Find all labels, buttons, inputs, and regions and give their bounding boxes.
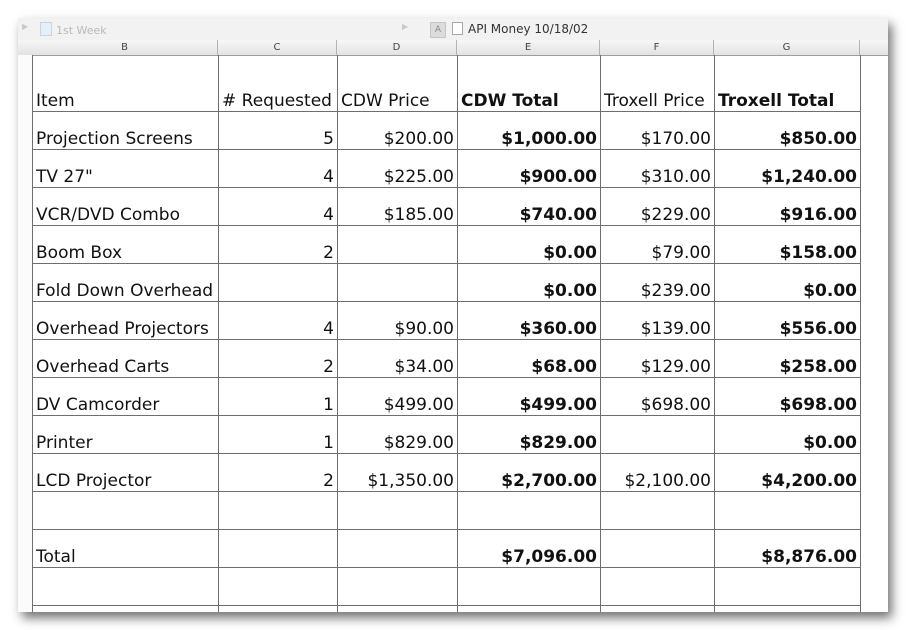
table-row (33, 112, 861, 150)
cell-troxell-price[interactable]: $129.00 (601, 340, 715, 378)
cell-troxell-price[interactable]: $139.00 (601, 302, 715, 340)
cell-item[interactable]: Projection Screens (33, 112, 219, 150)
cell-item[interactable]: LCD Projector (33, 454, 219, 492)
cell-cdw-total[interactable]: $1,000.00 (458, 112, 601, 150)
empty-cell[interactable] (219, 492, 338, 530)
empty-cell[interactable] (715, 568, 861, 606)
empty-cell[interactable] (601, 492, 715, 530)
cell-troxell-total[interactable]: $698.00 (715, 378, 861, 416)
cell-troxell-price[interactable] (601, 416, 715, 454)
cell-cdw-price[interactable]: $1,350.00 (338, 454, 458, 492)
table-row (33, 150, 861, 188)
table-row (33, 188, 861, 226)
cell-troxell-price[interactable]: $310.00 (601, 150, 715, 188)
column-header-e[interactable]: E (457, 40, 600, 55)
header-cell-item[interactable]: Item (33, 55, 219, 112)
cell-item[interactable]: Overhead Projectors (33, 302, 219, 340)
cell-requested[interactable]: 1 (219, 416, 338, 454)
cell-cdw-total[interactable]: $0.00 (458, 264, 601, 302)
cell-cdw-total[interactable]: $2,700.00 (458, 454, 601, 492)
table-row (33, 302, 861, 340)
empty-cell[interactable] (458, 568, 601, 606)
header-cell-cdw-total[interactable]: CDW Total (458, 55, 601, 112)
title-bar (18, 18, 888, 40)
empty-cell[interactable] (458, 606, 601, 613)
empty-row (33, 492, 861, 530)
cell-cdw-total[interactable]: $499.00 (458, 378, 601, 416)
cell-requested[interactable]: 2 (219, 454, 338, 492)
data-grid (32, 55, 861, 612)
cell-cdw-price[interactable]: $185.00 (338, 188, 458, 226)
cell-cdw-price[interactable]: $829.00 (338, 416, 458, 454)
empty-cell[interactable] (33, 606, 219, 613)
cell-troxell-total[interactable]: $0.00 (715, 264, 861, 302)
empty-cell[interactable] (33, 492, 219, 530)
empty-cell[interactable] (338, 568, 458, 606)
cell-cdw-price[interactable]: $34.00 (338, 340, 458, 378)
window-title: API Money 10/18/02 (452, 21, 588, 37)
cell-cdw-total[interactable]: $68.00 (458, 340, 601, 378)
cell-item[interactable]: DV Camcorder (33, 378, 219, 416)
empty-cell[interactable] (338, 606, 458, 613)
total-troxell-cell[interactable]: $8,876.00 (715, 530, 861, 568)
cell-troxell-total[interactable]: $1,240.00 (715, 150, 861, 188)
row-header-strip (18, 55, 33, 612)
cell-requested[interactable]: 1 (219, 378, 338, 416)
document-icon (40, 22, 52, 36)
cell-requested[interactable]: 4 (219, 150, 338, 188)
empty-cell[interactable] (601, 530, 715, 568)
cell-cdw-price[interactable] (338, 264, 458, 302)
cell-cdw-total[interactable]: $900.00 (458, 150, 601, 188)
cell-cdw-total[interactable]: $829.00 (458, 416, 601, 454)
cell-requested[interactable] (219, 264, 338, 302)
column-header-b[interactable]: B (32, 40, 218, 55)
total-label-cell[interactable]: Total (33, 530, 219, 568)
table-row (33, 226, 861, 264)
cell-troxell-total[interactable]: $158.00 (715, 226, 861, 264)
spreadsheet-window (18, 18, 888, 612)
scroll-right-arrow-icon[interactable]: ▶ (402, 22, 409, 31)
cell-cdw-price[interactable]: $225.00 (338, 150, 458, 188)
empty-cell[interactable] (601, 568, 715, 606)
empty-cell[interactable] (219, 568, 338, 606)
cell-troxell-price[interactable]: $239.00 (601, 264, 715, 302)
cell-troxell-total[interactable]: $258.00 (715, 340, 861, 378)
empty-cell[interactable] (715, 606, 861, 613)
cell-item[interactable]: Fold Down Overhead (33, 264, 219, 302)
cell-cdw-total[interactable]: $0.00 (458, 226, 601, 264)
total-cdw-cell[interactable]: $7,096.00 (458, 530, 601, 568)
table-row (33, 340, 861, 378)
app-icon: A (430, 22, 446, 38)
table-row (33, 416, 861, 454)
document-icon (452, 22, 463, 35)
cell-troxell-total[interactable]: $916.00 (715, 188, 861, 226)
cell-requested[interactable]: 5 (219, 112, 338, 150)
empty-cell[interactable] (601, 606, 715, 613)
column-headers (18, 40, 888, 56)
cell-cdw-price[interactable]: $499.00 (338, 378, 458, 416)
total-row (33, 530, 861, 568)
table-row (33, 264, 861, 302)
cell-cdw-price[interactable]: $200.00 (338, 112, 458, 150)
table-row (33, 454, 861, 492)
column-header-c[interactable]: C (218, 40, 337, 55)
cell-requested[interactable]: 4 (219, 302, 338, 340)
cell-troxell-price[interactable]: $170.00 (601, 112, 715, 150)
empty-row (33, 606, 861, 613)
empty-cell[interactable] (338, 492, 458, 530)
cell-troxell-price[interactable]: $698.00 (601, 378, 715, 416)
table-row (33, 378, 861, 416)
header-cell-requested[interactable]: # Requested (219, 55, 338, 112)
cell-cdw-total[interactable]: $360.00 (458, 302, 601, 340)
header-cell-troxell-price[interactable]: Troxell Price (601, 55, 715, 112)
background-tab[interactable]: 1st Week (22, 22, 107, 38)
scroll-left-arrow-icon[interactable]: ▶ (22, 22, 29, 31)
cell-troxell-total[interactable]: $0.00 (715, 416, 861, 454)
empty-cell[interactable] (219, 606, 338, 613)
cell-item[interactable]: Overhead Carts (33, 340, 219, 378)
header-cell-cdw-price[interactable]: CDW Price (338, 55, 458, 112)
empty-cell[interactable] (219, 530, 338, 568)
empty-cell[interactable] (715, 492, 861, 530)
empty-cell[interactable] (33, 568, 219, 606)
cell-requested[interactable]: 2 (219, 340, 338, 378)
cell-item[interactable]: Printer (33, 416, 219, 454)
cell-item[interactable]: TV 27" (33, 150, 219, 188)
column-header-d[interactable]: D (337, 40, 457, 55)
cell-troxell-price[interactable]: $2,100.00 (601, 454, 715, 492)
cell-cdw-price[interactable]: $90.00 (338, 302, 458, 340)
cell-item[interactable]: VCR/DVD Combo (33, 188, 219, 226)
cell-troxell-price[interactable]: $229.00 (601, 188, 715, 226)
cell-troxell-total[interactable]: $556.00 (715, 302, 861, 340)
cell-item[interactable]: Boom Box (33, 226, 219, 264)
column-header-f[interactable]: F (600, 40, 714, 55)
empty-cell[interactable] (458, 492, 601, 530)
cell-requested[interactable]: 2 (219, 226, 338, 264)
column-header-g[interactable]: G (714, 40, 860, 55)
cell-troxell-total[interactable]: $850.00 (715, 112, 861, 150)
cell-cdw-total[interactable]: $740.00 (458, 188, 601, 226)
cell-cdw-price[interactable] (338, 226, 458, 264)
cell-troxell-total[interactable]: $4,200.00 (715, 454, 861, 492)
empty-row (33, 568, 861, 606)
cell-troxell-price[interactable]: $79.00 (601, 226, 715, 264)
cell-requested[interactable]: 4 (219, 188, 338, 226)
header-cell-troxell-total[interactable]: Troxell Total (715, 55, 861, 112)
header-row (33, 55, 861, 112)
empty-cell[interactable] (338, 530, 458, 568)
